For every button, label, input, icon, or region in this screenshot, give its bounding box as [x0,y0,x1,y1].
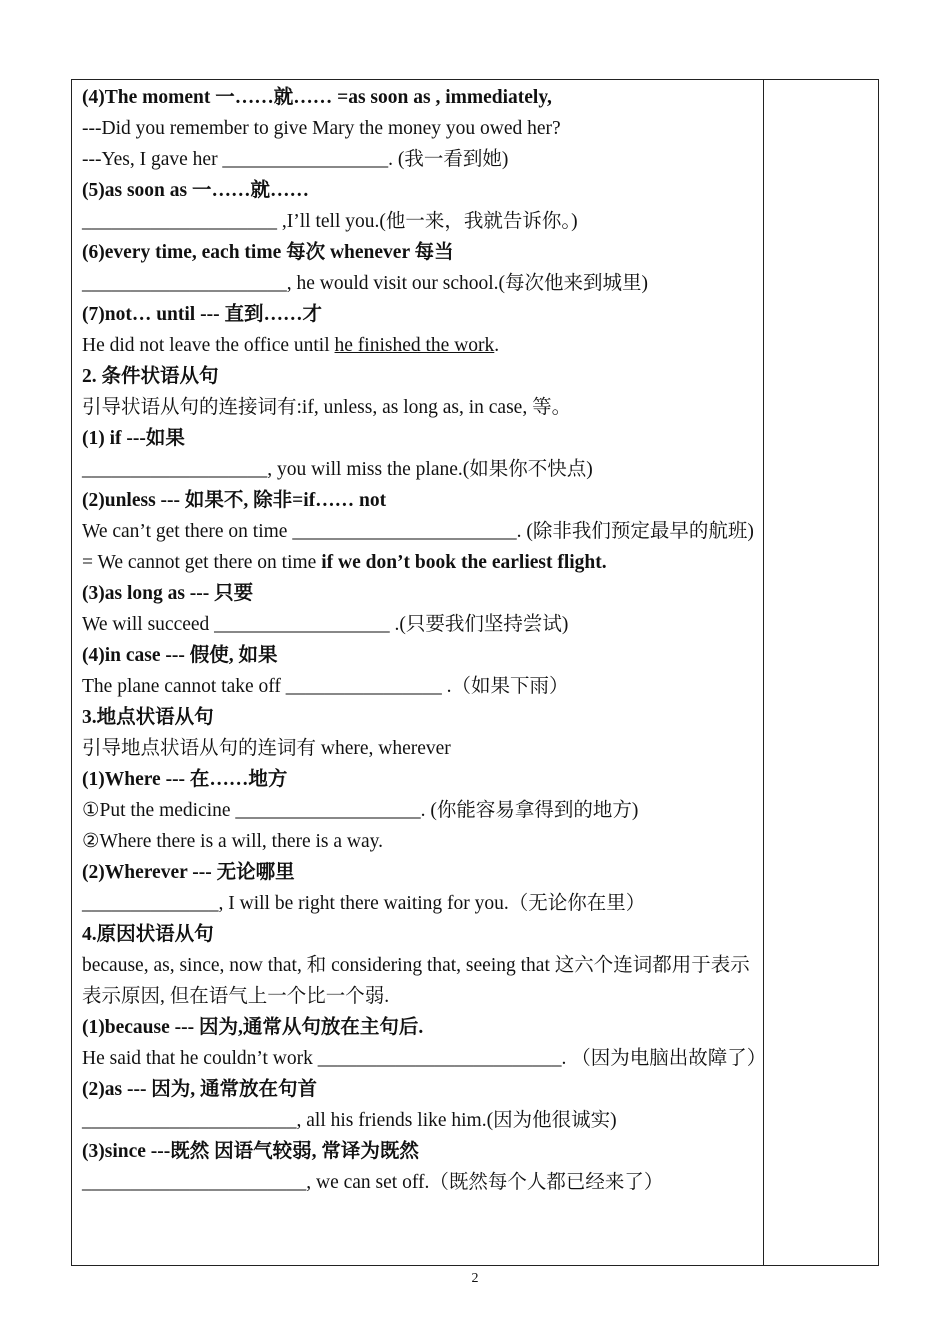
table-main-cell [82,82,767,1198]
text-line: ①Put the medicine ___________________. (你能容易拿得到的地方) [82,800,639,821]
text-line: ____________________ ,I’ll tell you.(他一来，我就告诉你。) [82,211,578,232]
underlined-answer: he finished the work [334,335,495,356]
table-column-divider [763,80,764,1265]
text-line: because, as, since, now that, 和 considering that, seeing that 这六个连词都用于表示表示原因, 但在语气上一个比一个弱. [82,955,750,1007]
text-line: (3)since ---既然 因语气较弱, 常译为既然 [82,1141,419,1162]
text-line: (2)as --- 因为, 通常放在句首 [82,1079,318,1100]
text-line: 引导地点状语从句的连词有 where, wherever [82,738,451,759]
text-line: (4)The moment 一……就…… =as soon as , immediately, [82,87,552,108]
text-line: (7)not… until --- 直到……才 [82,304,322,325]
text-line: ______________________, all his friends like him.(因为他很诚实) [82,1110,617,1131]
text-segment: He did not leave the office until [82,335,335,356]
text-line: (1) if ---如果 [82,428,185,449]
text-line: He said that he couldn’t work _________________________. （因为电脑出故障了） [82,1048,767,1069]
document-table [71,79,879,1266]
text-line: We can’t get there on time _______________________. (除非我们预定最早的航班) [82,521,754,542]
text-line: (2)unless --- 如果不, 除非=if…… not [82,490,387,511]
text-line: ②Where there is a will, there is a way. [82,831,384,852]
text-line: (3)as long as --- 只要 [82,583,254,604]
text-line: We will succeed __________________ .(只要我们坚持尝试) [82,614,569,635]
text-line: 3.地点状语从句 [82,707,214,728]
text-line: _______________________, we can set off.（既然每个人都已经来了） [82,1172,664,1193]
text-segment: = We cannot get there on time [82,552,322,573]
text-line: (1)because --- 因为,通常从句放在主句后. [82,1017,424,1038]
text-line: (6)every time, each time 每次 whenever 每当 [82,242,454,263]
text-line: (2)Wherever --- 无论哪里 [82,862,295,883]
text-line [82,330,757,361]
text-line: ---Yes, I gave her _________________. (我一看到她) [82,149,509,170]
bold-segment: if we don’t book the earliest flight. [321,552,607,573]
text-line [82,547,757,578]
text-segment: . [494,335,500,356]
text-line: (1)Where --- 在……地方 [82,769,288,790]
text-line: (5)as soon as 一……就…… [82,180,309,201]
text-line: 4.原因状语从句 [82,924,214,945]
text-line: _____________________, he would visit our school.(每次他来到城里) [82,273,649,294]
text-line: The plane cannot take off ________________ .（如果下雨） [82,676,569,697]
text-line: 引导状语从句的连接词有:if, unless, as long as, in case, 等。 [82,397,572,418]
text-line: 2. 条件状语从句 [82,366,219,387]
text-line: (4)in case --- 假使, 如果 [82,645,278,666]
text-line: ---Did you remember to give Mary the money you owed her? [82,118,561,139]
text-line: ______________, I will be right there waiting for you.（无论你在里） [82,893,646,914]
page-number: 2 [471,1271,479,1286]
text-line: ___________________, you will miss the plane.(如果你不快点) [82,459,593,480]
